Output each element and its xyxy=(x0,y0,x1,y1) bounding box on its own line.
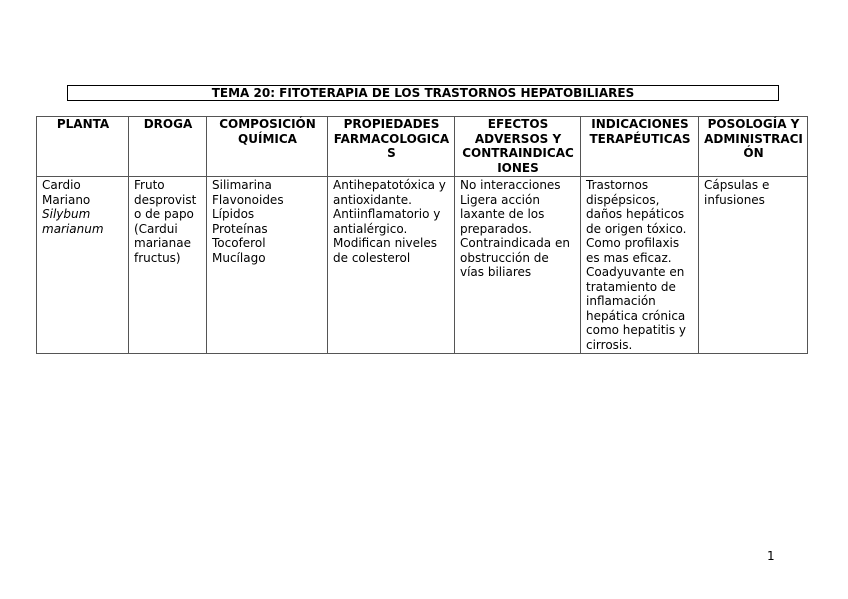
header-composicion: COMPOSICIÓN QUÍMICA xyxy=(207,117,328,177)
header-efectos: EFECTOS ADVERSOS Y CONTRAINDICACIONES xyxy=(455,117,581,177)
cell-efectos xyxy=(455,177,581,354)
efectos-item: No interacciones xyxy=(460,178,561,192)
efectos-item: Contraindicada en obstrucción de vías biliares xyxy=(460,236,570,279)
phytotherapy-table xyxy=(36,116,808,354)
propiedades-item: Antihepatotóxica y antioxidante. xyxy=(333,178,446,207)
cell-posologia: Cápsulas e infusiones xyxy=(699,177,808,354)
composicion-item: Tocoferol xyxy=(212,236,266,250)
document-title: TEMA 20: FITOTERAPIA DE LOS TRASTORNOS HEPATOBILIARES xyxy=(67,85,779,101)
composicion-item: Mucílago xyxy=(212,250,266,265)
composicion-item: Proteínas xyxy=(212,221,268,236)
propiedades-item: Antiinflamatorio y antialérgico. xyxy=(333,207,441,236)
propiedades-item: Modifican niveles de colesterol xyxy=(333,236,437,265)
header-posologia: POSOLOGÍA Y ADMINISTRACIÓN xyxy=(699,117,808,177)
cell-composicion xyxy=(207,177,328,354)
composicion-item: Lípidos xyxy=(212,207,255,221)
planta-common-name: Cardio Mariano xyxy=(42,178,91,207)
efectos-item: Ligera acción laxante de los preparados. xyxy=(460,192,545,236)
header-indicaciones: INDICACIONES TERAPÉUTICAS xyxy=(581,117,699,177)
cell-propiedades xyxy=(328,177,455,354)
header-planta: PLANTA xyxy=(37,117,129,177)
cell-planta xyxy=(37,177,129,354)
header-propiedades: PROPIEDADES FARMACOLOGICAS xyxy=(328,117,455,177)
planta-latin-name: Silybum marianum xyxy=(42,207,104,236)
page-number: 1 xyxy=(767,549,775,563)
table-row xyxy=(37,177,808,354)
header-droga: DROGA xyxy=(129,117,207,177)
composicion-item: Flavonoides xyxy=(212,192,284,207)
composicion-item: Silimarina xyxy=(212,178,272,192)
cell-droga: Fruto desprovisto de papo (Cardui marianae fructus) xyxy=(129,177,207,354)
table-header-row xyxy=(37,117,808,177)
cell-indicaciones: Trastornos dispépsicos, daños hepáticos de origen tóxico. Como profilaxis es mas eficaz. Coadyuvante en tratamiento de inflamación hepática crónica como hepatitis y cirrosis. xyxy=(581,177,699,354)
